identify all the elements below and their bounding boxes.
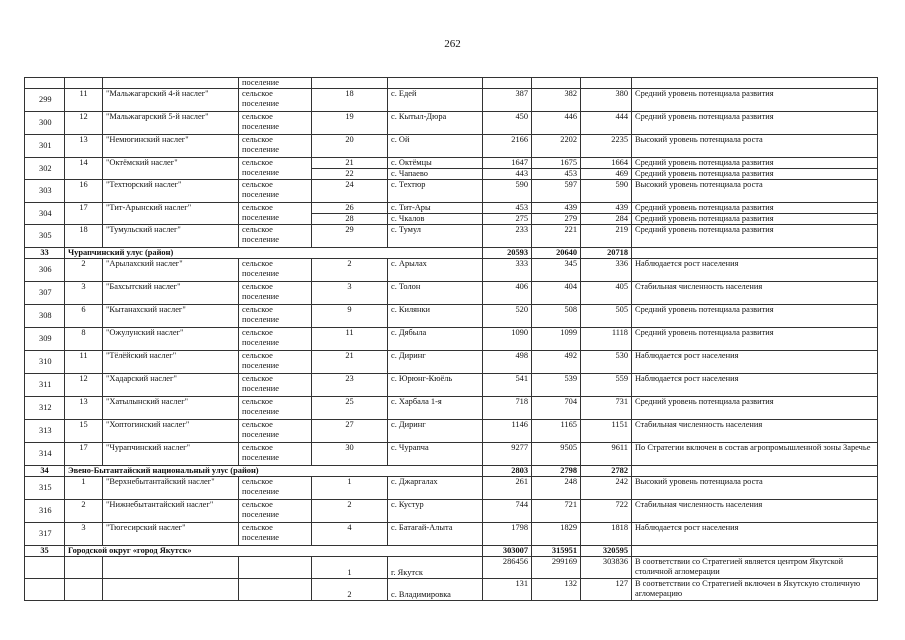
type-cell: сельское поселение — [239, 420, 312, 443]
value-cell-1: 1146 — [483, 420, 532, 443]
index-cell: 14 — [65, 158, 103, 180]
group-row — [25, 466, 878, 477]
settlement-cell: с. Ой — [388, 135, 483, 158]
row-number-cell: 299 — [25, 89, 65, 112]
index-cell: 6 — [65, 305, 103, 328]
group-row — [25, 248, 878, 259]
name-cell: "Немюгинский наслег" — [103, 135, 239, 158]
value-cell-3: 1818 — [581, 523, 632, 546]
value-cell-3: 219 — [581, 225, 632, 248]
table-row — [25, 259, 878, 282]
table-row — [25, 397, 878, 420]
code-cell: 1 — [312, 477, 388, 500]
note-cell: Средний уровень потенциала развития — [632, 203, 878, 214]
index-cell: 12 — [65, 374, 103, 397]
group-title-cell: Городской округ «город Якутск» — [65, 546, 483, 557]
group-value-cell-1: 20593 — [483, 248, 532, 259]
table-row — [25, 579, 878, 601]
table-row — [25, 158, 878, 169]
type-cell: сельское поселение — [239, 443, 312, 466]
value-cell-2: 1165 — [532, 420, 581, 443]
code-cell: 11 — [312, 328, 388, 351]
row-number-cell: 312 — [25, 397, 65, 420]
value-cell-2: 404 — [532, 282, 581, 305]
value-cell-2: 492 — [532, 351, 581, 374]
value-cell-3: 444 — [581, 112, 632, 135]
value-cell-3: 1151 — [581, 420, 632, 443]
value-cell-3: 242 — [581, 477, 632, 500]
empty-cell — [632, 248, 878, 259]
row-number-cell: 315 — [25, 477, 65, 500]
settlement-cell: г. Якутск — [388, 557, 483, 579]
code-cell: 3 — [312, 282, 388, 305]
empty-cell — [632, 466, 878, 477]
settlement-cell: с. Кытыл-Дюра — [388, 112, 483, 135]
type-cell — [239, 579, 312, 601]
value-cell-3: 505 — [581, 305, 632, 328]
value-cell-1: 453 — [483, 203, 532, 214]
value-cell-3: 303836 — [581, 557, 632, 579]
name-cell: "Тит-Арынский наслег" — [103, 203, 239, 225]
value-cell-1: 590 — [483, 180, 532, 203]
note-cell: В соответствии со Стратегией включен в Якутскую столичную агломерацию — [632, 579, 878, 601]
value-cell-2: 279 — [532, 214, 581, 225]
row-number-cell: 316 — [25, 500, 65, 523]
index-cell — [65, 557, 103, 579]
index-cell: 13 — [65, 397, 103, 420]
value-cell-1: 261 — [483, 477, 532, 500]
code-cell: 21 — [312, 158, 388, 169]
index-cell: 17 — [65, 203, 103, 225]
note-cell: Средний уровень потенциала развития — [632, 225, 878, 248]
settlement-cell: с. Диринг — [388, 420, 483, 443]
group-value-cell-3: 320595 — [581, 546, 632, 557]
code-cell: 18 — [312, 89, 388, 112]
note-cell: Высокий уровень потенциала роста — [632, 180, 878, 203]
name-cell: "Верхнебытантайский наслег" — [103, 477, 239, 500]
note-cell: Средний уровень потенциала развития — [632, 89, 878, 112]
index-cell: 3 — [65, 523, 103, 546]
note-cell: Средний уровень потенциала развития — [632, 112, 878, 135]
settlement-cell: с. Чапаево — [388, 169, 483, 180]
row-number-cell: 311 — [25, 374, 65, 397]
row-number-cell: 306 — [25, 259, 65, 282]
code-cell: 23 — [312, 374, 388, 397]
table-row — [25, 180, 878, 203]
settlement-cell: с. Тумул — [388, 225, 483, 248]
code-cell: 22 — [312, 169, 388, 180]
settlement-cell: с. Дябыла — [388, 328, 483, 351]
name-cell — [103, 579, 239, 601]
value-cell-1: 2166 — [483, 135, 532, 158]
table-row — [25, 328, 878, 351]
index-cell: 11 — [65, 89, 103, 112]
group-value-cell-1: 2803 — [483, 466, 532, 477]
type-cell: сельское поселение — [239, 477, 312, 500]
index-cell: 11 — [65, 351, 103, 374]
value-cell-2: 9505 — [532, 443, 581, 466]
index-cell: 13 — [65, 135, 103, 158]
row-number-cell: 309 — [25, 328, 65, 351]
note-cell: Высокий уровень потенциала роста — [632, 477, 878, 500]
row-number-cell: 300 — [25, 112, 65, 135]
value-cell-2: 248 — [532, 477, 581, 500]
value-cell-3: 439 — [581, 203, 632, 214]
group-value-cell-2: 315951 — [532, 546, 581, 557]
page-number: 262 — [444, 38, 461, 50]
code-cell: 26 — [312, 203, 388, 214]
name-cell — [103, 557, 239, 579]
settlement-cell: с. Джаргалах — [388, 477, 483, 500]
settlement-cell: с. Техтюр — [388, 180, 483, 203]
type-cell: сельское поселение — [239, 523, 312, 546]
value-cell-1: 718 — [483, 397, 532, 420]
value-cell-2: 345 — [532, 259, 581, 282]
code-cell: 1 — [312, 557, 388, 579]
note-cell: Наблюдается рост населения — [632, 259, 878, 282]
table-row — [25, 225, 878, 248]
value-cell-3: 1664 — [581, 158, 632, 169]
note-cell: По Стратегии включен в состав агропромышленной зоны Заречье — [632, 443, 878, 466]
value-cell-2: 1675 — [532, 158, 581, 169]
row-number-cell: 301 — [25, 135, 65, 158]
code-cell: 29 — [312, 225, 388, 248]
code-cell: 2 — [312, 579, 388, 601]
value-cell-1: 498 — [483, 351, 532, 374]
name-cell: "Октёмский наслег" — [103, 158, 239, 180]
code-cell: 27 — [312, 420, 388, 443]
row-number-cell: 313 — [25, 420, 65, 443]
name-cell: "Техтюрский наслег" — [103, 180, 239, 203]
code-cell: 30 — [312, 443, 388, 466]
row-number-cell: 304 — [25, 203, 65, 225]
row-number-cell: 303 — [25, 180, 65, 203]
index-cell: 1 — [65, 477, 103, 500]
type-cell: сельское поселение — [239, 500, 312, 523]
value-cell-1: 333 — [483, 259, 532, 282]
name-cell: "Ожулунский наслег" — [103, 328, 239, 351]
row-number-cell — [25, 557, 65, 579]
value-cell-1: 286456 — [483, 557, 532, 579]
type-cell: сельское поселение — [239, 374, 312, 397]
settlement-cell: с. Октёмцы — [388, 158, 483, 169]
row-number-cell: 310 — [25, 351, 65, 374]
value-cell-2: 721 — [532, 500, 581, 523]
note-cell: Средний уровень потенциала развития — [632, 328, 878, 351]
settlement-cell: с. Кустур — [388, 500, 483, 523]
name-cell: "Тумульский наслег" — [103, 225, 239, 248]
value-cell-3: 284 — [581, 214, 632, 225]
note-cell: Средний уровень потенциала развития — [632, 305, 878, 328]
type-cell: сельское поселение — [239, 397, 312, 420]
index-cell: 2 — [65, 500, 103, 523]
type-cell: сельское поселение — [239, 158, 312, 180]
type-cell: сельское поселение — [239, 225, 312, 248]
name-cell: "Мальжагарский 5-й наслег" — [103, 112, 239, 135]
settlement-cell: с. Арылах — [388, 259, 483, 282]
type-cell: сельское поселение — [239, 203, 312, 225]
value-cell-3: 722 — [581, 500, 632, 523]
table-row — [25, 112, 878, 135]
group-number-cell: 34 — [25, 466, 65, 477]
note-cell: Стабильная численность населения — [632, 500, 878, 523]
note-cell: В соответствии со Стратегией является центром Якутской столичной агломерации — [632, 557, 878, 579]
note-cell: Средний уровень потенциала развития — [632, 214, 878, 225]
index-cell: 2 — [65, 259, 103, 282]
index-cell: 3 — [65, 282, 103, 305]
table-row — [25, 305, 878, 328]
note-cell: Средний уровень потенциала развития — [632, 169, 878, 180]
value-cell-3: 336 — [581, 259, 632, 282]
settlement-cell: с. Диринг — [388, 351, 483, 374]
group-value-cell-2: 20640 — [532, 248, 581, 259]
value-cell-2: 221 — [532, 225, 581, 248]
group-number-cell: 33 — [25, 248, 65, 259]
value-cell-2: 704 — [532, 397, 581, 420]
value-cell-1: 387 — [483, 89, 532, 112]
note-cell: Наблюдается рост населения — [632, 374, 878, 397]
settlement-cell: с. Едей — [388, 89, 483, 112]
value-cell-3: 380 — [581, 89, 632, 112]
table-row — [25, 523, 878, 546]
name-cell: "Бахсытский наслег" — [103, 282, 239, 305]
row-number-cell: 314 — [25, 443, 65, 466]
note-cell: Средний уровень потенциала развития — [632, 158, 878, 169]
table-row — [25, 89, 878, 112]
table-row — [25, 135, 878, 158]
value-cell-1: 1798 — [483, 523, 532, 546]
settlement-cell: с. Тит-Ары — [388, 203, 483, 214]
index-cell: 8 — [65, 328, 103, 351]
value-cell-1: 443 — [483, 169, 532, 180]
table-row — [25, 477, 878, 500]
type-cell: сельское поселение — [239, 282, 312, 305]
settlement-cell: с. Юрюнг-Кюёль — [388, 374, 483, 397]
value-cell-1: 520 — [483, 305, 532, 328]
value-cell-3: 590 — [581, 180, 632, 203]
row-number-cell: 305 — [25, 225, 65, 248]
code-cell: 21 — [312, 351, 388, 374]
continuation-row — [25, 78, 878, 89]
note-cell: Стабильная численность населения — [632, 420, 878, 443]
code-cell: 24 — [312, 180, 388, 203]
value-cell-2: 453 — [532, 169, 581, 180]
value-cell-1: 275 — [483, 214, 532, 225]
value-cell-3: 127 — [581, 579, 632, 601]
value-cell-2: 508 — [532, 305, 581, 328]
value-cell-2: 1829 — [532, 523, 581, 546]
note-cell: Наблюдается рост населения — [632, 523, 878, 546]
value-cell-3: 9611 — [581, 443, 632, 466]
group-row — [25, 546, 878, 557]
value-cell-2: 597 — [532, 180, 581, 203]
name-cell: "Нижнебытантайский наслег" — [103, 500, 239, 523]
settlement-cell: с. Килянки — [388, 305, 483, 328]
table-row — [25, 282, 878, 305]
settlement-cell: с. Толон — [388, 282, 483, 305]
code-cell: 28 — [312, 214, 388, 225]
group-value-cell-1: 303007 — [483, 546, 532, 557]
name-cell: "Чурапчинский наслег" — [103, 443, 239, 466]
value-cell-1: 744 — [483, 500, 532, 523]
code-cell: 20 — [312, 135, 388, 158]
code-cell: 9 — [312, 305, 388, 328]
value-cell-3: 405 — [581, 282, 632, 305]
name-cell: "Хатылынский наслег" — [103, 397, 239, 420]
row-number-cell: 317 — [25, 523, 65, 546]
note-cell: Высокий уровень потенциала роста — [632, 135, 878, 158]
value-cell-1: 233 — [483, 225, 532, 248]
value-cell-1: 131 — [483, 579, 532, 601]
table-row — [25, 203, 878, 214]
table-row — [25, 557, 878, 579]
note-cell: Средний уровень потенциала развития — [632, 397, 878, 420]
name-cell: "Тёлёйский наслег" — [103, 351, 239, 374]
index-cell: 17 — [65, 443, 103, 466]
type-cell: сельское поселение — [239, 180, 312, 203]
value-cell-1: 1090 — [483, 328, 532, 351]
table-row — [25, 420, 878, 443]
group-value-cell-2: 2798 — [532, 466, 581, 477]
value-cell-3: 731 — [581, 397, 632, 420]
row-number-cell: 307 — [25, 282, 65, 305]
table-row — [25, 443, 878, 466]
value-cell-2: 439 — [532, 203, 581, 214]
value-cell-1: 9277 — [483, 443, 532, 466]
value-cell-1: 406 — [483, 282, 532, 305]
index-cell: 15 — [65, 420, 103, 443]
empty-cell — [632, 546, 878, 557]
name-cell: "Хоптогинский наслег" — [103, 420, 239, 443]
settlement-cell: с. Харбала 1-я — [388, 397, 483, 420]
value-cell-2: 132 — [532, 579, 581, 601]
value-cell-2: 539 — [532, 374, 581, 397]
name-cell: "Тюгесирский наслег" — [103, 523, 239, 546]
group-title-cell: Эвено-Бытантайский национальный улус (район) — [65, 466, 483, 477]
type-cell: сельское поселение — [239, 112, 312, 135]
code-cell: 25 — [312, 397, 388, 420]
settlement-cell: с. Чкалов — [388, 214, 483, 225]
value-cell-1: 541 — [483, 374, 532, 397]
value-cell-3: 530 — [581, 351, 632, 374]
settlement-cell: с. Чурапча — [388, 443, 483, 466]
note-cell: Стабильная численность населения — [632, 282, 878, 305]
value-cell-3: 559 — [581, 374, 632, 397]
code-cell: 4 — [312, 523, 388, 546]
type-cell: сельское поселение — [239, 305, 312, 328]
value-cell-2: 382 — [532, 89, 581, 112]
index-cell — [65, 579, 103, 601]
value-cell-3: 469 — [581, 169, 632, 180]
type-cell — [239, 557, 312, 579]
type-cell: сельское поселение — [239, 89, 312, 112]
code-cell: 2 — [312, 259, 388, 282]
value-cell-2: 446 — [532, 112, 581, 135]
row-number-cell: 308 — [25, 305, 65, 328]
type-cell: сельское поселение — [239, 328, 312, 351]
group-value-cell-3: 20718 — [581, 248, 632, 259]
type-cell: поселение — [239, 78, 312, 89]
note-cell: Наблюдается рост населения — [632, 351, 878, 374]
value-cell-3: 2235 — [581, 135, 632, 158]
group-title-cell: Чурапчинский улус (район) — [65, 248, 483, 259]
group-number-cell: 35 — [25, 546, 65, 557]
value-cell-2: 1099 — [532, 328, 581, 351]
name-cell: "Кытанахский наслег" — [103, 305, 239, 328]
settlement-cell: с. Батагай-Алыта — [388, 523, 483, 546]
type-cell: сельское поселение — [239, 351, 312, 374]
code-cell: 19 — [312, 112, 388, 135]
group-value-cell-3: 2782 — [581, 466, 632, 477]
index-cell: 12 — [65, 112, 103, 135]
type-cell: сельское поселение — [239, 259, 312, 282]
value-cell-2: 2202 — [532, 135, 581, 158]
index-cell: 18 — [65, 225, 103, 248]
table-row — [25, 500, 878, 523]
name-cell: "Арылахский наслег" — [103, 259, 239, 282]
value-cell-2: 299169 — [532, 557, 581, 579]
row-number-cell — [25, 579, 65, 601]
population-table — [24, 77, 878, 601]
index-cell: 16 — [65, 180, 103, 203]
value-cell-1: 1647 — [483, 158, 532, 169]
settlement-cell: с. Владимировка — [388, 579, 483, 601]
value-cell-1: 450 — [483, 112, 532, 135]
table-row — [25, 351, 878, 374]
code-cell: 2 — [312, 500, 388, 523]
type-cell: сельское поселение — [239, 135, 312, 158]
name-cell: "Мальжагарский 4-й наслег" — [103, 89, 239, 112]
row-number-cell: 302 — [25, 158, 65, 180]
name-cell: "Хадарский наслег" — [103, 374, 239, 397]
table-row — [25, 374, 878, 397]
value-cell-3: 1118 — [581, 328, 632, 351]
